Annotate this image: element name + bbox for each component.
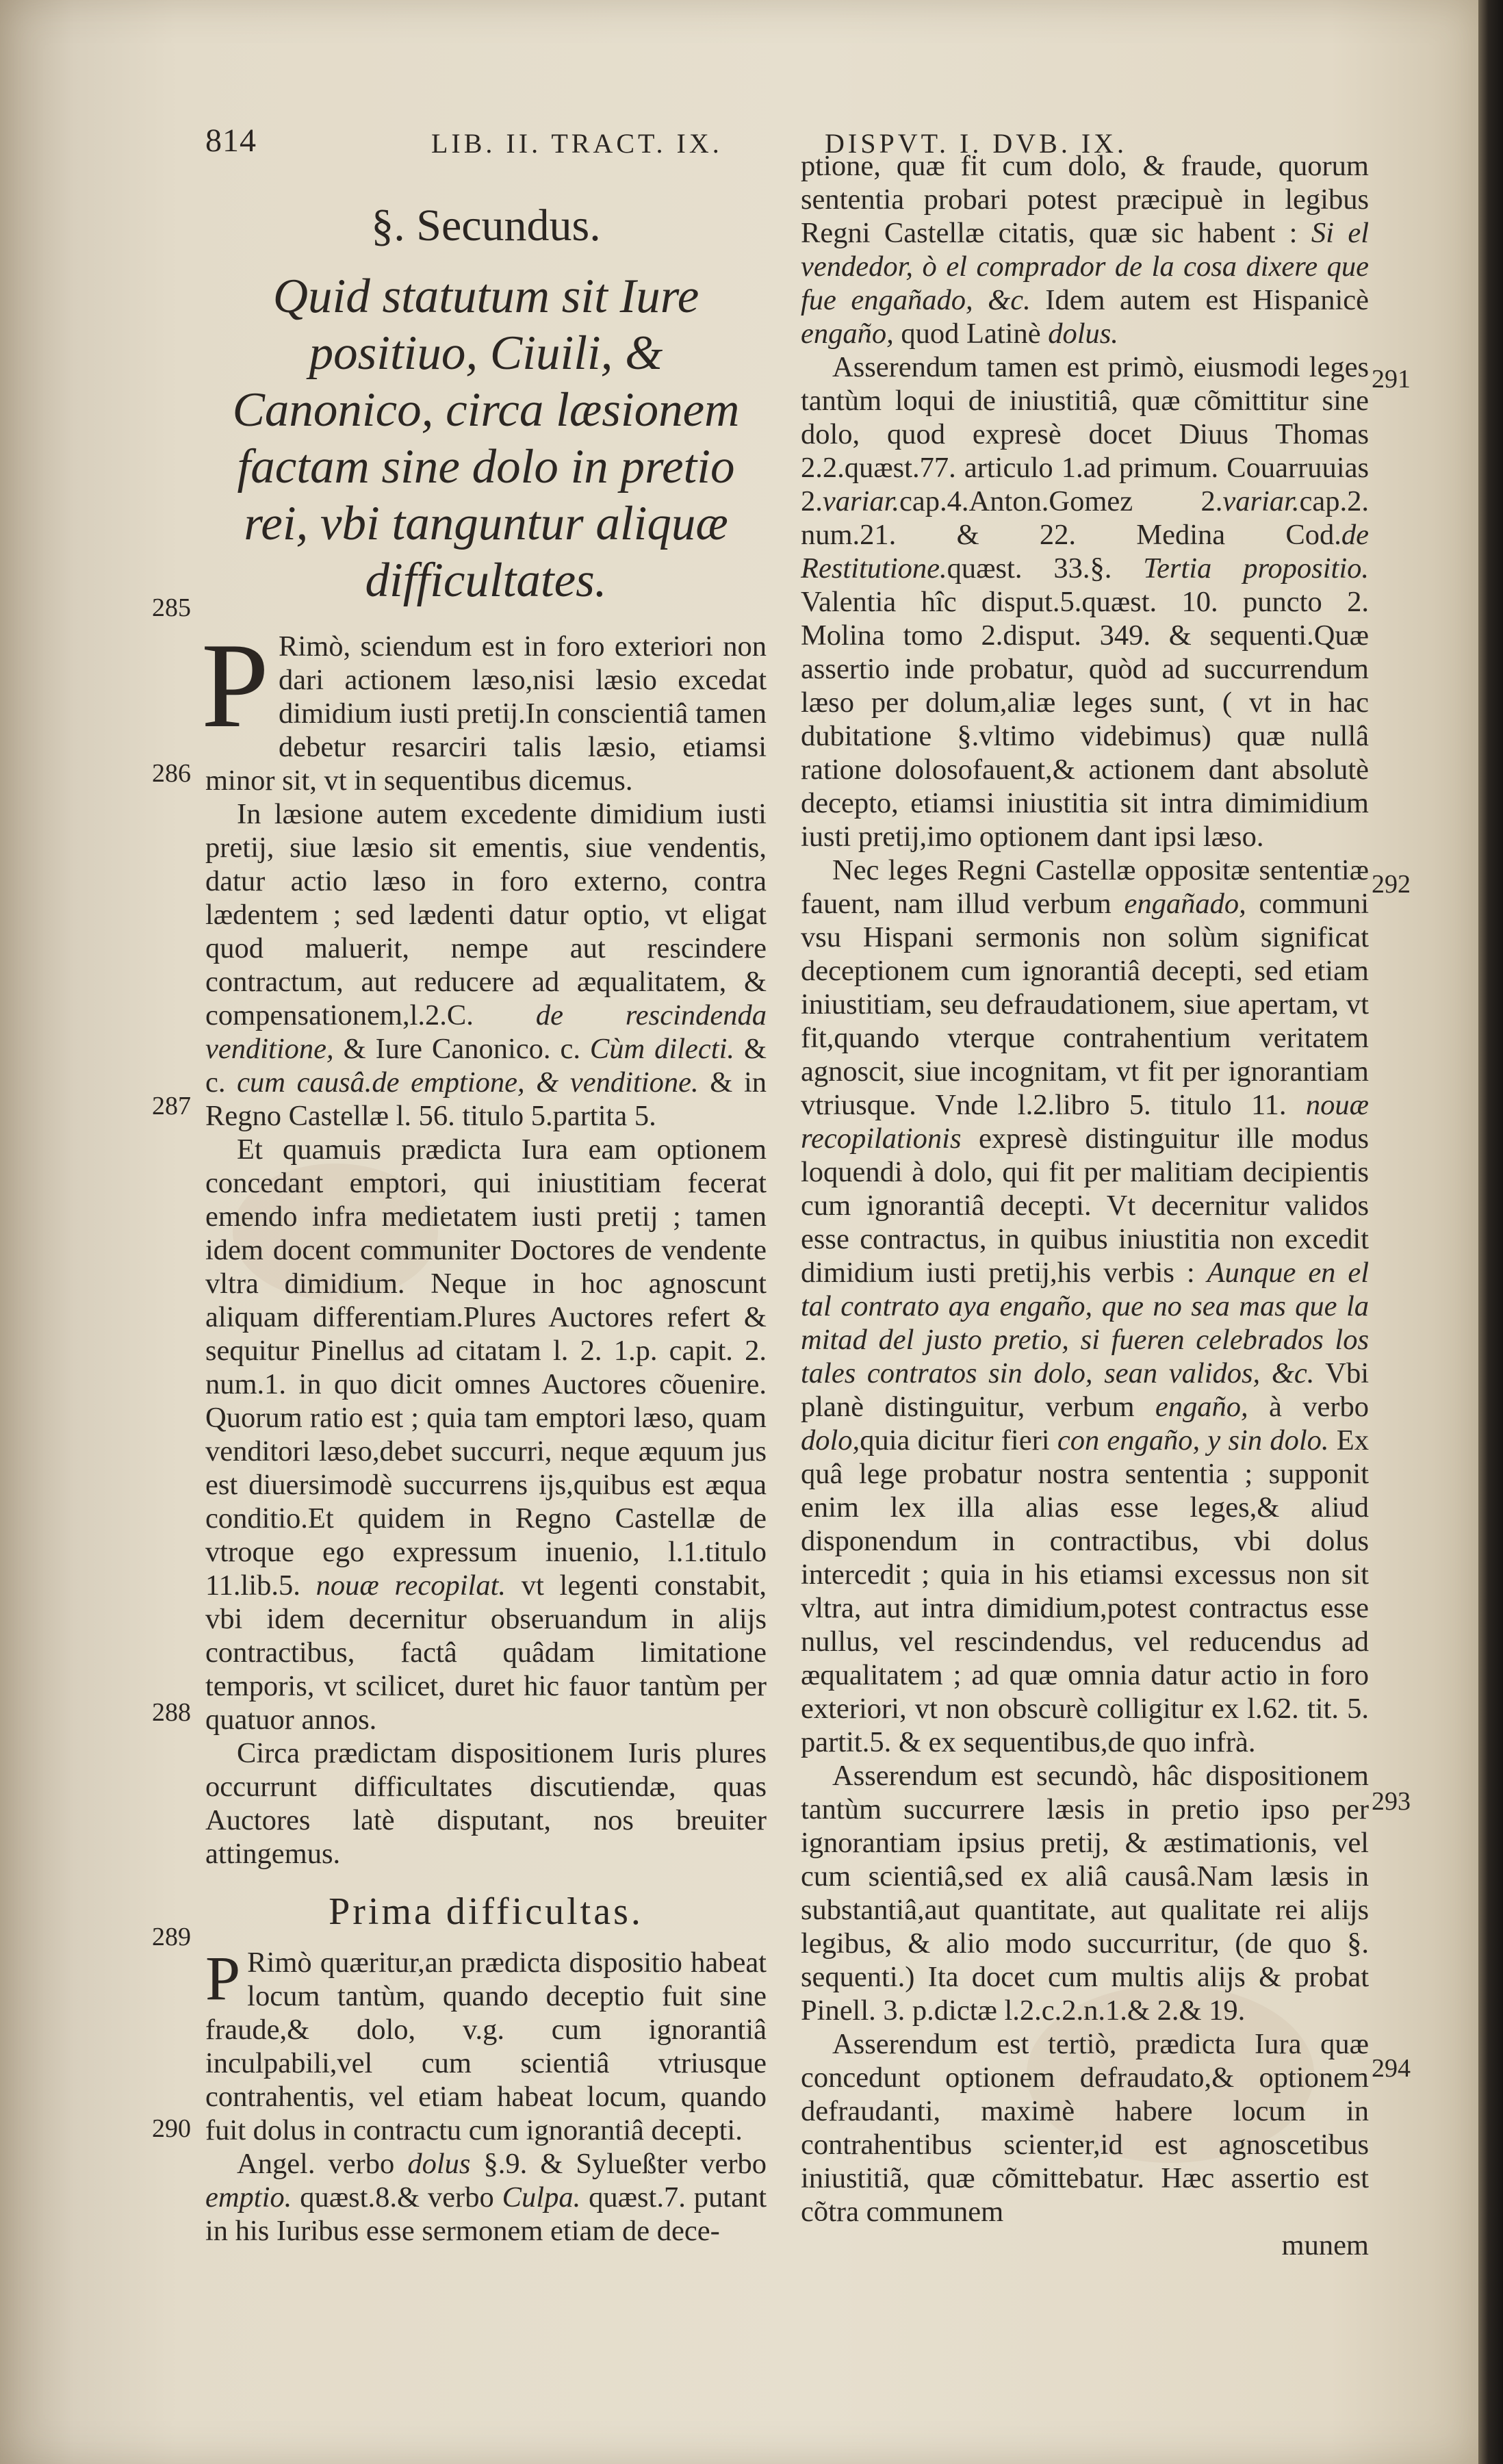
italic-word: engañado,: [1124, 888, 1246, 920]
drop-cap: P: [205, 1943, 241, 2013]
paragraph-286: [205, 797, 767, 1133]
paragraph-text: Rimò quæritur,an prædicta dispositio habeat locum tantùm, quando deceptio fuit sine fraude,& dolo, v.g. cum ignorantiâ inculpabili,vel cum scientiâ vtriusque contrahentis, vel etiam habeat locum, quando fuit dolus in contractu cum ignorantiâ decepti.: [205, 1947, 767, 2146]
text-span: Ex quâ lege probatur nostra sententia ; supponit enim lex illa alias esse leges,& aliud disponendum in contractibus, vbi dolus intercedit ; quia in his etiamsi excessus non sit vltra, aut intra dimidium,potest contractus esse nullus, vel rescindendus, vel reducendus ad æqualitatem ; ad quæ omnia datur actio in foro exteriori, vt non obscurè colligitur ex l.62. tit. 5. partit.5. & ex sequentibus,de quo infrà.: [801, 1424, 1370, 1758]
text-span: Idem autem est Hispanicè: [1045, 284, 1369, 316]
italic-word: engaño,: [1155, 1391, 1248, 1423]
italic-quotation: con engaño, y sin dolo.: [1057, 1424, 1329, 1456]
margin-number-292: 292: [1372, 870, 1411, 899]
paragraph-continuation: [801, 149, 1369, 350]
margin-number-294: 294: [1372, 2054, 1411, 2083]
italic-quotation: Si el vendedor, ò el comprador de la cosa dixere que fue engañado, &c.: [801, 217, 1370, 316]
italic-word: engaño,: [801, 318, 894, 350]
margin-number-286: 286: [152, 759, 191, 788]
italic-citation: variar.: [822, 485, 900, 517]
text-span: expresè distinguitur ille modus loquendi à dolo, qui fit per malitiam decipientis cum ignorantiâ decepti. Vt decernitur validos esse contractus, in quibus iniustitia non excedit dimidium iusti pretij,his verbis :: [801, 1122, 1369, 1289]
text-span: Angel. verbo: [237, 2148, 395, 2180]
text-span: Valentia hîc disput.5.quæst. 10. puncto 2. Molina tomo 2.disput. 349. & sequenti.Quæ assertio inde probatur, quòd ad succurrendum læso per dolum,aliæ leges sunt, ( vt in hac dubitatione §.vltimo videbimus) quæ nullâ ratione dolosofauent,& actionem dant absolutè decepto, etiamsi iniustitia sit intra dimimidium iusti pretij,imo optionem dant ipsi læso.: [801, 586, 1369, 853]
paragraph-287: [205, 1133, 767, 1736]
italic-citation: Cùm dilecti.: [589, 1033, 735, 1065]
italic-citation: emptio.: [205, 2181, 292, 2213]
italic-word: dolo,: [801, 1424, 860, 1456]
difficulty-heading: Prima difficultas.: [329, 1890, 643, 1933]
text-span: communi vsu Hispani sermonis non solùm significat deceptionem cum ignorantiâ decepti, sed etiam iniustitiam, seu defraudationem, siue apertam, vt fit,quando vterque contrahentium veritatem agnoscit, siue incognitam, vt fit per ignorantiam vtriusque. Vnde l.2.libro 5. titulo 11.: [801, 888, 1370, 1121]
text-span: & Iure Canonico. c.: [343, 1033, 580, 1065]
text-span: quia dicitur fieri: [860, 1424, 1050, 1456]
italic-citation: de Restitutione.: [801, 519, 1369, 585]
text-span: vt legenti constabit, vbi idem decernitur obseruandum in alijs contractibus, factâ quâdam limitatione temporis, vt scilicet, duret hic fauor tantùm per quatuor annos.: [205, 1569, 767, 1736]
paragraph-288: Circa prædictam dispositionem Iuris plures occurrunt difficultates discutiendæ, quas Auctores latè disputant, nos breuiter attingemus.: [205, 1737, 767, 1870]
paragraph-285: [201, 617, 767, 797]
text-span: cap.2. num.21. & 22. Medina Cod.: [801, 485, 1369, 551]
italic-citation: Culpa.: [502, 2181, 581, 2213]
italic-quotation: Aunque en el tal contrato aya engaño, que no sea mas que la mitad del justo pretio, si fueren celebrados los tales contratos sin dolo, sean validos, &c.: [801, 1257, 1370, 1389]
disputation-reference: DISPVT. I. DVB. IX.: [825, 128, 1128, 159]
italic-citation: variar.: [1222, 485, 1300, 517]
right-column: [801, 149, 1369, 2262]
text-span: Nec leges Regni Castellæ oppositæ sententiæ fauent, nam illud verbum: [801, 854, 1369, 920]
margin-number-290: 290: [152, 2114, 191, 2143]
italic-citation: nouæ recopilat.: [316, 1569, 506, 1602]
paragraph-290: [205, 2147, 767, 2248]
section-title: Quid statutum sit Iure positiuo, Ciuili, & Canonico, circa læsionem factam sine dolo in pretio rei, vbi tanguntur aliquæ difficultates.: [232, 270, 740, 607]
margin-number-288: 288: [152, 1698, 191, 1727]
italic-word: dolus.: [1048, 318, 1118, 350]
italic-citation: de rescindenda venditione,: [205, 999, 767, 1065]
text-span: Asserendum tamen est primò, eiusmodi leges tantùm loqui de iniustitiâ, quæ cõmittitur sine dolo, quod expresè docet Diuus Thomas 2.2.quæst.77. articulo 1.ad primum. Couarruuias 2.: [801, 351, 1369, 517]
paragraph-289: [205, 1943, 767, 2147]
text-span: quæst. 33.§.: [947, 552, 1112, 585]
margin-number-285: 285: [152, 593, 191, 622]
margin-number-293: 293: [1372, 1787, 1411, 1816]
book-edge: [1478, 0, 1503, 2464]
page-number: 814: [205, 123, 257, 159]
text-span: & c.: [205, 1033, 767, 1099]
text-span: quæst.8.& verbo: [300, 2181, 494, 2213]
text-span: ptione, quæ fit cum dolo, & fraude, quorum sententia probari potest præcipuè in legibus Regni Castellæ citatis, quæ sic habent :: [801, 150, 1369, 249]
text-span: Et quamuis prædicta Iura eam optionem concedant emptori, qui iniustitiam fecerat emendo infra medietatem iusti pretij ; tamen idem docent communiter Doctores de vendente vltra dimidium. Neque in hoc agnoscunt aliquam differentiam.Plures Auctores refert & sequitur Pinellus ad citatam l. 2. 1.p. capit. 2. num.1. in quo dicit omnes Auctores cõuenire. Quorum ratio est ; quia tam emptori læso, quam venditori læso,debet succurri, neque æquum jus est diuersimodè succurrens ijs,quibus est æqua conditio.Et quidem in Regno Castellæ de vtroque ego expressum inuenio, l.1.titulo 11.lib.5.: [205, 1133, 767, 1602]
text-span: §.9. & Sylueßter verbo: [483, 2148, 767, 2180]
italic-citation: Tertia propositio.: [1143, 552, 1370, 585]
text-span: Vbi planè distinguitur, verbum: [801, 1357, 1370, 1423]
catchword: munem: [1281, 2229, 1369, 2261]
paragraph-text: Rimò, sciendum est in foro exteriori non dari actionem læso,nisi læsio excedat dimidium iusti pretij.In conscientiâ tamen debetur resarciri talis læsio, etiamsi minor sit, vt in sequentibus dicemus.: [205, 630, 767, 797]
paragraph-292: [801, 854, 1369, 1759]
paragraph-291: [801, 350, 1369, 854]
text-span: quod Latinè: [901, 318, 1041, 350]
text-span: & in Regno Castellæ l. 56. titulo 5.partita 5.: [205, 1066, 767, 1132]
paragraph-294: Asserendum est tertiò, prædicta Iura quæ concedunt optionem defraudato,& optionem defraudanti, maximè habere locum in contrahentibus scienter,id est agnoscetibus iniustitiã, quæ cõmittebatur. Hæc assertio est cõtra communem: [801, 2028, 1369, 2228]
text-span: cap.4.Anton.Gomez 2.: [899, 485, 1223, 517]
margin-number-287: 287: [152, 1092, 191, 1120]
italic-citation: dolus: [407, 2148, 471, 2180]
left-column: [201, 179, 767, 2248]
margin-number-291: 291: [1372, 365, 1411, 394]
text-span: quæst.7. putant in his Iuribus esse sermonem etiam de dece-: [205, 2181, 767, 2247]
italic-citation: nouæ recopilationis: [801, 1089, 1369, 1155]
drop-cap: P: [201, 617, 269, 753]
text-span: In læsione autem excedente dimidium iusti pretij, siue læsio sit ementis, siue vendentis, datur actio læso in foro externo, contra lædentem ; sed lædenti datur optio, vt eligat quod maluerit, nempe aut rescindere contractum, aut reducere ad æqualitatem, & compensationem,l.2.C.: [205, 798, 767, 1031]
section-heading: §. Secundus.: [371, 201, 601, 251]
text-span: à verbo: [1269, 1391, 1370, 1423]
paragraph-293: Asserendum est secundò, hâc dispositionem tantùm succurrere læsis in pretio ipso per ignorantiam ipsius pretij, & æstimationis, vel cum scientiâ,sed ex aliâ causâ.Nam læsis in substantiâ,aut quantitate, aut qualitate rei alijs legibus, & alio modo succurritur, (de quo §. sequenti.) Ita docet cum multis alijs & probat Pinell. 3. p.dictæ l.2.c.2.n.1.& 2.& 19.: [801, 1760, 1369, 2027]
margin-number-289: 289: [152, 1923, 191, 1951]
book-reference: LIB. II. TRACT. IX.: [431, 128, 723, 159]
italic-citation: cum causâ.de emptione, & venditione.: [237, 1066, 699, 1099]
